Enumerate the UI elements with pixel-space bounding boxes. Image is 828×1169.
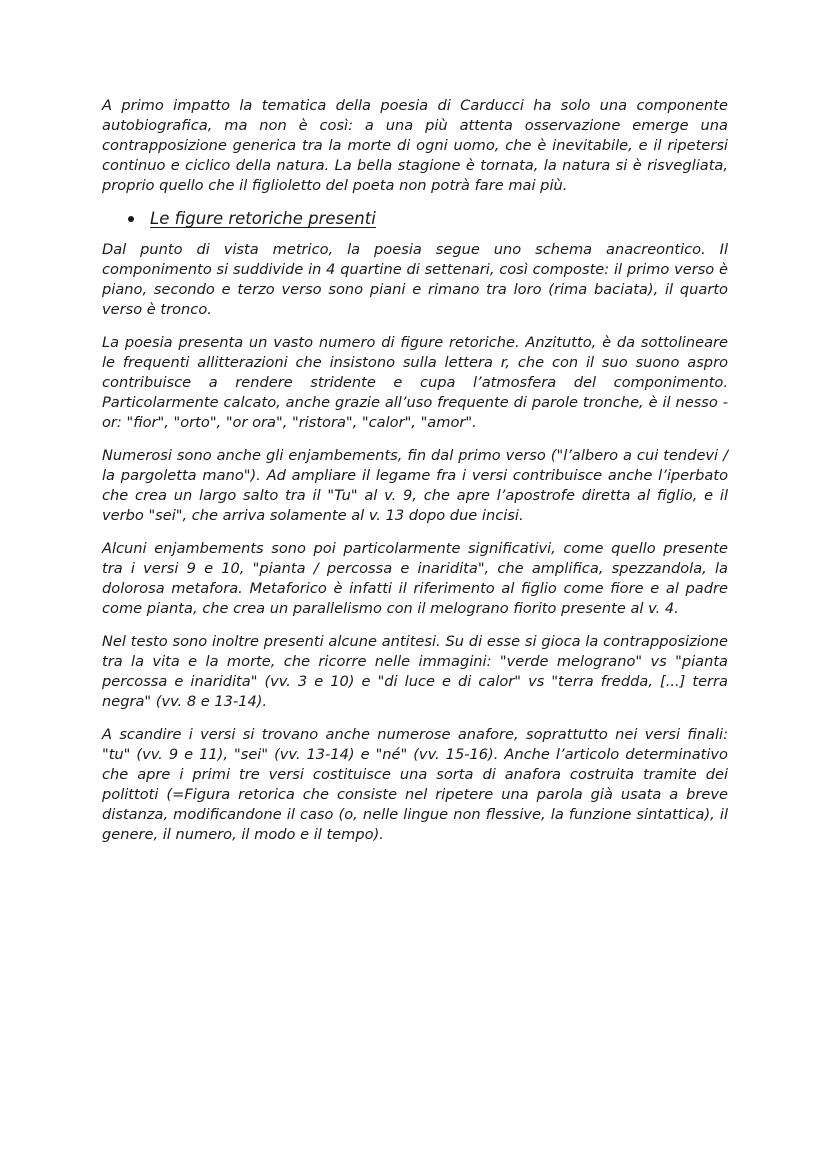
- document-page: [102, 96, 728, 858]
- paragraph-antitheses: Nel testo sono inoltre presenti alcune antitesi. Su di esse si gioca la contrapposizione tra la vita e la morte, che ricorre nelle immagini: "verde melograno" vs "pianta percossa e inaridita" (vv. 3 e 10) e "di luce e di calor" vs "terra fredda, [...] terra negra" (vv. 8 e 13-14).: [102, 633, 728, 710]
- paragraph-enjambements: Numerosi sono anche gli enjambements, fin dal primo verso ("l’albero a cui tendevi / la pargoletta mano"). Ad ampliare il legame fra i versi contribuisce anche l’iperbato che crea un largo salto tra il "Tu" al v. 9, che apre l’apostrofe diretta al figlio, e il verbo "sei", che arriva solamente al v. 13 dopo due incisi.: [102, 447, 728, 524]
- intro-paragraph: A primo impatto la tematica della poesia di Carducci ha solo una componente autobiografica, ma non è così: a una più attenta osservazione emerge una contrapposizione generica tra la morte di ogni uomo, che è inevitabile, e il ripetersi continuo e ciclico della natura. La bella stagione è tornata, la natura si è risvegliata, proprio quello che il figlioletto del poeta non potrà fare mai più.: [102, 97, 728, 194]
- section-heading-row: [102, 209, 728, 229]
- section-heading: Le figure retoriche presenti: [150, 209, 376, 228]
- paragraph-metaphor: Alcuni enjambements sono poi particolarmente significativi, come quello presente tra i versi 9 e 10, "pianta / percossa e inaridita", che amplifica, spezzandola, la dolorosa metafora. Metaforico è infatti il riferimento al figlio come fiore e al padre come pianta, che crea un parallelismo con il melograno fiorito presente al v. 4.: [102, 540, 728, 617]
- paragraph-metrics: Dal punto di vista metrico, la poesia segue uno schema anacreontico. Il componimento si suddivide in 4 quartine di settenari, così composte: il primo verso è piano, secondo e terzo verso sono piani e rimano tra loro (rima baciata), il quarto verso è tronco.: [102, 241, 728, 318]
- paragraph-anaphora: A scandire i versi si trovano anche numerose anafore, soprattutto nei versi finali: "tu" (vv. 9 e 11), "sei" (vv. 13-14) e "né" (vv. 15-16). Anche l’articolo determinativo che apre i primi tre versi costituisce una sorta di anafora costruita tramite dei polittoti (=Figura retorica che consiste nel ripetere una parola già usata a breve distanza, modificandone il caso (o, nelle lingue non flessive, la funzione sintattica), il genere, il numero, il modo e il tempo).: [102, 726, 728, 843]
- bullet-icon: [128, 216, 134, 222]
- paragraph-alliterations: La poesia presenta un vasto numero di figure retoriche. Anzitutto, è da sottolineare le frequenti allitterazioni che insistono sulla lettera r, che con il suo suono aspro contribuisce a rendere stridente e cupa l’atmosfera del componimento. Particolarmente calcato, anche grazie all’uso frequente di parole tronche, è il nesso -or: "fior", "orto", "or ora", "ristora", "calor", "amor".: [102, 334, 728, 431]
